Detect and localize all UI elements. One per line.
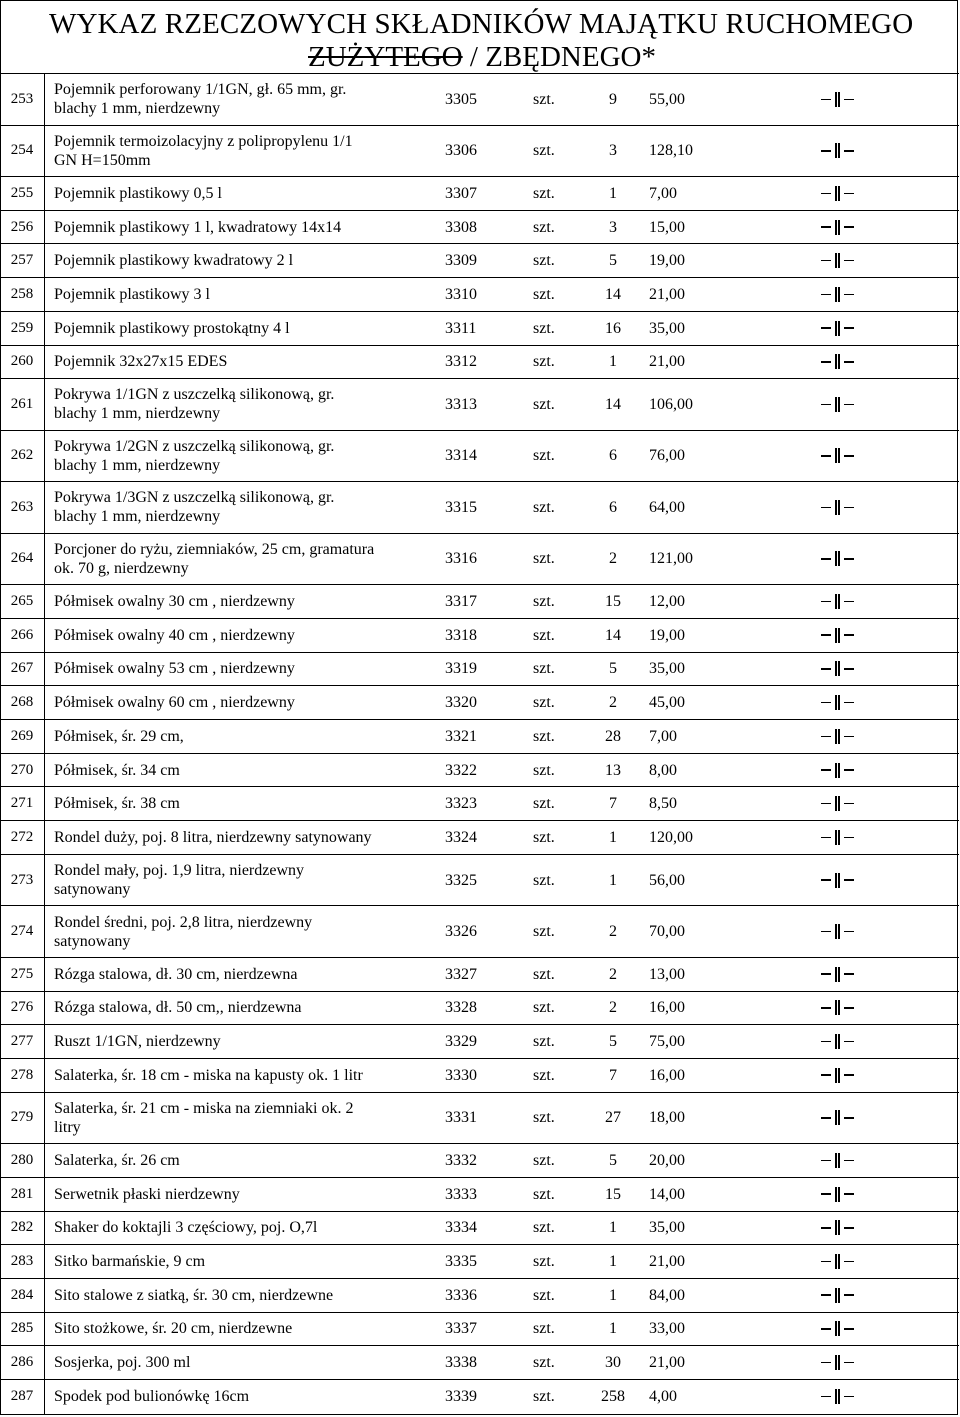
item-unit: szt. xyxy=(533,999,555,1017)
item-code: 3306 xyxy=(445,142,477,160)
item-number: 281 xyxy=(10,1185,34,1202)
item-unit: szt. xyxy=(533,353,555,371)
item-code: 3322 xyxy=(445,761,477,779)
item-name: Salaterka, śr. 21 cm - miska na ziemniaki ok. 2 litry xyxy=(54,1099,354,1136)
dash-mark-icon xyxy=(821,787,881,820)
item-name: Rondel duży, poj. 8 litra, nierdzewny satynowany xyxy=(54,828,372,846)
item-name: Porcjoner do ryżu, ziemniaków, 25 cm, gramatura ok. 70 g, nierdzewny xyxy=(54,540,375,577)
table-row xyxy=(1,719,959,753)
item-name: Serwetnik płaski nierdzewny xyxy=(54,1185,240,1203)
item-number: 258 xyxy=(10,285,34,302)
item-number: 257 xyxy=(10,252,34,269)
item-number: 259 xyxy=(10,319,34,336)
item-quantity: 2 xyxy=(609,999,617,1017)
item-code: 3321 xyxy=(445,727,477,745)
item-code: 3334 xyxy=(445,1219,477,1237)
table-row xyxy=(1,533,959,585)
item-quantity: 2 xyxy=(609,965,617,983)
dash-mark-icon xyxy=(821,992,881,1025)
item-quantity: 27 xyxy=(605,1109,621,1127)
item-quantity: 258 xyxy=(601,1387,625,1405)
table-row xyxy=(1,1379,959,1413)
item-price: 8,50 xyxy=(649,795,677,813)
item-quantity: 5 xyxy=(609,252,617,270)
table-row xyxy=(1,73,959,125)
item-number: 274 xyxy=(10,923,34,940)
item-unit: szt. xyxy=(533,965,555,983)
item-quantity: 1 xyxy=(609,353,617,371)
item-code: 3308 xyxy=(445,218,477,236)
item-unit: szt. xyxy=(533,1320,555,1338)
item-unit: szt. xyxy=(533,1109,555,1127)
item-name: Rondel mały, poj. 1,9 litra, nierdzewny satynowany xyxy=(54,862,305,899)
dash-mark-icon xyxy=(821,1144,881,1177)
item-code: 3333 xyxy=(445,1185,477,1203)
title-struck-word: ZUŻYTEGO xyxy=(308,41,463,73)
table-row xyxy=(1,957,959,991)
item-quantity: 9 xyxy=(609,90,617,108)
item-code: 3324 xyxy=(445,828,477,846)
item-unit: szt. xyxy=(533,184,555,202)
item-code: 3336 xyxy=(445,1286,477,1304)
item-name: Pojemnik plastikowy 0,5 l xyxy=(54,184,222,202)
item-code: 3315 xyxy=(445,498,477,516)
item-code: 3307 xyxy=(445,184,477,202)
item-quantity: 2 xyxy=(609,550,617,568)
table-row xyxy=(1,1278,959,1312)
table-row xyxy=(1,210,959,244)
item-code: 3325 xyxy=(445,871,477,889)
item-code: 3316 xyxy=(445,550,477,568)
item-quantity: 5 xyxy=(609,1033,617,1051)
item-quantity: 6 xyxy=(609,447,617,465)
table-row xyxy=(1,685,959,719)
item-number: 284 xyxy=(10,1286,34,1303)
table-row xyxy=(1,430,959,482)
item-price: 18,00 xyxy=(649,1109,685,1127)
item-unit: szt. xyxy=(533,498,555,516)
table-row xyxy=(1,820,959,854)
item-number: 260 xyxy=(10,353,34,370)
item-number: 273 xyxy=(10,871,34,888)
item-quantity: 7 xyxy=(609,1066,617,1084)
item-code: 3319 xyxy=(445,660,477,678)
item-unit: szt. xyxy=(533,395,555,413)
dash-mark-icon xyxy=(821,1093,881,1144)
table-row xyxy=(1,652,959,686)
item-name: Pojemnik plastikowy 1 l, kwadratowy 14x14 xyxy=(54,218,342,236)
dash-mark-icon xyxy=(821,1279,881,1312)
table-row xyxy=(1,243,959,277)
item-quantity: 28 xyxy=(605,727,621,745)
item-quantity: 14 xyxy=(605,626,621,644)
table-row xyxy=(1,584,959,618)
item-price: 15,00 xyxy=(649,218,685,236)
dash-mark-icon xyxy=(821,1380,881,1413)
item-price: 21,00 xyxy=(649,285,685,303)
item-number: 254 xyxy=(10,142,34,159)
item-quantity: 16 xyxy=(605,319,621,337)
item-number: 287 xyxy=(10,1387,34,1404)
item-unit: szt. xyxy=(533,142,555,160)
item-price: 35,00 xyxy=(649,1219,685,1237)
item-name: Pojemnik perforowany 1/1GN, gł. 65 mm, gr. blachy 1 mm, nierdzewny xyxy=(54,81,347,118)
item-number: 264 xyxy=(10,550,34,567)
item-quantity: 5 xyxy=(609,660,617,678)
table-row xyxy=(1,618,959,652)
table-row xyxy=(1,125,959,177)
item-unit: szt. xyxy=(533,660,555,678)
item-number: 277 xyxy=(10,1033,34,1050)
dash-mark-icon xyxy=(821,653,881,686)
dash-mark-icon xyxy=(821,906,881,957)
item-code: 3331 xyxy=(445,1109,477,1127)
item-name: Salaterka, śr. 18 cm - miska na kapusty ok. 1 litr xyxy=(54,1066,363,1084)
item-code: 3310 xyxy=(445,285,477,303)
item-unit: szt. xyxy=(533,694,555,712)
item-name: Półmisek owalny 53 cm , nierdzewny xyxy=(54,660,295,678)
item-price: 21,00 xyxy=(649,1354,685,1372)
item-code: 3318 xyxy=(445,626,477,644)
item-unit: szt. xyxy=(533,1387,555,1405)
dash-mark-icon xyxy=(821,720,881,753)
title-line-2 xyxy=(308,40,656,74)
item-code: 3339 xyxy=(445,1387,477,1405)
item-name: Pokrywa 1/2GN z uszczelką silikonową, gr. blachy 1 mm, nierdzewny xyxy=(54,437,335,474)
item-price: 8,00 xyxy=(649,761,677,779)
item-unit: szt. xyxy=(533,90,555,108)
item-quantity: 1 xyxy=(609,1320,617,1338)
table-row xyxy=(1,905,959,957)
item-code: 3312 xyxy=(445,353,477,371)
item-quantity: 14 xyxy=(605,285,621,303)
item-number: 282 xyxy=(10,1219,34,1236)
item-quantity: 1 xyxy=(609,1286,617,1304)
title-rest: / ZBĘDNEGO* xyxy=(462,41,656,73)
dash-mark-icon xyxy=(821,534,881,585)
item-price: 84,00 xyxy=(649,1286,685,1304)
item-quantity: 1 xyxy=(609,1219,617,1237)
item-price: 45,00 xyxy=(649,694,685,712)
item-code: 3323 xyxy=(445,795,477,813)
table-row xyxy=(1,1312,959,1346)
dash-mark-icon xyxy=(821,1313,881,1346)
dash-mark-icon xyxy=(821,1059,881,1092)
item-price: 12,00 xyxy=(649,593,685,611)
table-row xyxy=(1,1345,959,1379)
item-unit: szt. xyxy=(533,626,555,644)
item-name: Pokrywa 1/3GN z uszczelką silikonową, gr. blachy 1 mm, nierdzewny xyxy=(54,489,335,526)
item-unit: szt. xyxy=(533,218,555,236)
item-number: 283 xyxy=(10,1253,34,1270)
item-quantity: 6 xyxy=(609,498,617,516)
table-row xyxy=(1,378,959,430)
item-price: 121,00 xyxy=(649,550,693,568)
item-quantity: 30 xyxy=(605,1354,621,1372)
table-row xyxy=(1,1177,959,1211)
item-unit: szt. xyxy=(533,252,555,270)
item-name: Sitko barmańskie, 9 cm xyxy=(54,1253,206,1271)
item-price: 55,00 xyxy=(649,90,685,108)
item-unit: szt. xyxy=(533,285,555,303)
item-quantity: 1 xyxy=(609,184,617,202)
item-price: 64,00 xyxy=(649,498,685,516)
item-unit: szt. xyxy=(533,1286,555,1304)
item-unit: szt. xyxy=(533,761,555,779)
item-price: 20,00 xyxy=(649,1151,685,1169)
item-price: 16,00 xyxy=(649,1066,685,1084)
item-price: 120,00 xyxy=(649,828,693,846)
item-number: 272 xyxy=(10,828,34,845)
table-row xyxy=(1,1244,959,1278)
item-code: 3338 xyxy=(445,1354,477,1372)
item-unit: szt. xyxy=(533,1151,555,1169)
table-row xyxy=(1,481,959,533)
item-unit: szt. xyxy=(533,1354,555,1372)
table-row xyxy=(1,786,959,820)
dash-mark-icon xyxy=(821,686,881,719)
table-row xyxy=(1,1211,959,1245)
dash-mark-icon xyxy=(821,855,881,906)
item-name: Pojemnik termoizolacyjny z polipropylenu 1/1 GN H=150mm xyxy=(54,132,353,169)
item-unit: szt. xyxy=(533,550,555,568)
table-row xyxy=(1,1143,959,1177)
item-price: 106,00 xyxy=(649,395,693,413)
item-price: 33,00 xyxy=(649,1320,685,1338)
dash-mark-icon xyxy=(821,346,881,379)
item-code: 3330 xyxy=(445,1066,477,1084)
item-number: 271 xyxy=(10,795,34,812)
item-name: Ruszt 1/1GN, nierdzewny xyxy=(54,1033,221,1051)
item-price: 35,00 xyxy=(649,319,685,337)
item-unit: szt. xyxy=(533,447,555,465)
item-unit: szt. xyxy=(533,1033,555,1051)
item-name: Sosjerka, poj. 300 ml xyxy=(54,1354,191,1372)
dash-mark-icon xyxy=(821,754,881,787)
item-unit: szt. xyxy=(533,319,555,337)
item-number: 279 xyxy=(10,1109,34,1126)
table-row xyxy=(1,1024,959,1058)
item-quantity: 3 xyxy=(609,218,617,236)
title-line-1: WYKAZ RZECZOWYCH SKŁADNIKÓW MAJĄTKU RUCHOMEGO xyxy=(49,8,914,40)
item-code: 3335 xyxy=(445,1253,477,1271)
item-code: 3332 xyxy=(445,1151,477,1169)
item-code: 3314 xyxy=(445,447,477,465)
item-name: Półmisek owalny 40 cm , nierdzewny xyxy=(54,626,295,644)
dash-mark-icon xyxy=(821,1245,881,1278)
dash-mark-icon xyxy=(821,1178,881,1211)
item-price: 4,00 xyxy=(649,1387,677,1405)
dash-mark-icon xyxy=(821,312,881,345)
item-quantity: 3 xyxy=(609,142,617,160)
item-code: 3317 xyxy=(445,593,477,611)
dash-mark-icon xyxy=(821,431,881,482)
table-row xyxy=(1,311,959,345)
item-quantity: 2 xyxy=(609,694,617,712)
item-number: 262 xyxy=(10,447,34,464)
item-number: 270 xyxy=(10,761,34,778)
item-name: Pojemnik plastikowy kwadratowy 2 l xyxy=(54,252,294,270)
item-number: 280 xyxy=(10,1151,34,1168)
item-price: 19,00 xyxy=(649,252,685,270)
item-code: 3313 xyxy=(445,395,477,413)
dash-mark-icon xyxy=(821,585,881,618)
dash-mark-icon xyxy=(821,958,881,991)
item-price: 76,00 xyxy=(649,447,685,465)
item-quantity: 13 xyxy=(605,761,621,779)
dash-mark-icon xyxy=(821,821,881,854)
item-number: 267 xyxy=(10,660,34,677)
item-unit: szt. xyxy=(533,1185,555,1203)
table-row xyxy=(1,277,959,311)
item-code: 3328 xyxy=(445,999,477,1017)
item-name: Salaterka, śr. 26 cm xyxy=(54,1151,180,1169)
item-unit: szt. xyxy=(533,1066,555,1084)
item-number: 286 xyxy=(10,1354,34,1371)
item-name: Sito stożkowe, śr. 20 cm, nierdzewne xyxy=(54,1320,293,1338)
item-number: 256 xyxy=(10,218,34,235)
item-name: Sito stalowe z siatką, śr. 30 cm, nierdzewne xyxy=(54,1286,334,1304)
dash-mark-icon xyxy=(821,74,881,125)
item-name: Rondel średni, poj. 2,8 litra, nierdzewny satynowany xyxy=(54,913,313,950)
item-number: 285 xyxy=(10,1320,34,1337)
item-name: Pokrywa 1/1GN z uszczelką silikonową, gr. blachy 1 mm, nierdzewny xyxy=(54,386,335,423)
item-name: Rózga stalowa, dł. 30 cm, nierdzewna xyxy=(54,965,298,983)
document-title xyxy=(1,1,959,73)
item-quantity: 14 xyxy=(605,395,621,413)
item-number: 269 xyxy=(10,727,34,744)
item-code: 3320 xyxy=(445,694,477,712)
item-price: 21,00 xyxy=(649,1253,685,1271)
item-number: 261 xyxy=(10,395,34,412)
dash-mark-icon xyxy=(821,379,881,430)
table-row xyxy=(1,1058,959,1092)
item-number: 255 xyxy=(10,184,34,201)
item-quantity: 2 xyxy=(609,923,617,941)
dash-mark-icon xyxy=(821,619,881,652)
dash-mark-icon xyxy=(821,1212,881,1245)
item-quantity: 1 xyxy=(609,1253,617,1271)
item-price: 7,00 xyxy=(649,727,677,745)
item-price: 128,10 xyxy=(649,142,693,160)
item-unit: szt. xyxy=(533,1219,555,1237)
item-unit: szt. xyxy=(533,795,555,813)
item-unit: szt. xyxy=(533,923,555,941)
item-code: 3309 xyxy=(445,252,477,270)
dash-mark-icon xyxy=(821,1025,881,1058)
item-number: 268 xyxy=(10,694,34,711)
item-name: Pojemnik 32x27x15 EDES xyxy=(54,353,228,371)
dash-mark-icon xyxy=(821,244,881,277)
item-number: 266 xyxy=(10,626,34,643)
item-name: Półmisek owalny 60 cm , nierdzewny xyxy=(54,694,295,712)
item-number: 253 xyxy=(10,90,34,107)
item-price: 75,00 xyxy=(649,1033,685,1051)
table-row xyxy=(1,753,959,787)
item-unit: szt. xyxy=(533,871,555,889)
dash-mark-icon xyxy=(821,482,881,533)
item-number: 263 xyxy=(10,498,34,515)
item-price: 70,00 xyxy=(649,923,685,941)
item-unit: szt. xyxy=(533,593,555,611)
dash-mark-icon xyxy=(821,126,881,177)
item-price: 19,00 xyxy=(649,626,685,644)
item-code: 3329 xyxy=(445,1033,477,1051)
item-unit: szt. xyxy=(533,1253,555,1271)
item-price: 14,00 xyxy=(649,1185,685,1203)
item-price: 56,00 xyxy=(649,871,685,889)
table-row xyxy=(1,1092,959,1144)
table-row xyxy=(1,991,959,1025)
item-quantity: 15 xyxy=(605,1185,621,1203)
item-code: 3305 xyxy=(445,90,477,108)
item-number: 275 xyxy=(10,965,34,982)
item-price: 7,00 xyxy=(649,184,677,202)
item-name: Rózga stalowa, dł. 50 cm,, nierdzewna xyxy=(54,999,302,1017)
table-row xyxy=(1,854,959,906)
item-name: Półmisek owalny 30 cm , nierdzewny xyxy=(54,593,295,611)
item-price: 35,00 xyxy=(649,660,685,678)
item-quantity: 5 xyxy=(609,1151,617,1169)
item-unit: szt. xyxy=(533,727,555,745)
dash-mark-icon xyxy=(821,1346,881,1379)
item-name: Spodek pod bulionówkę 16cm xyxy=(54,1387,250,1405)
dash-mark-icon xyxy=(821,278,881,311)
dash-mark-icon xyxy=(821,177,881,210)
table-row xyxy=(1,345,959,379)
item-name: Półmisek, śr. 29 cm, xyxy=(54,727,184,745)
item-code: 3337 xyxy=(445,1320,477,1338)
dash-mark-icon xyxy=(821,211,881,244)
item-number: 276 xyxy=(10,999,34,1016)
item-quantity: 1 xyxy=(609,828,617,846)
item-quantity: 1 xyxy=(609,871,617,889)
item-name: Shaker do koktajli 3 częściowy, poj. O,7l xyxy=(54,1219,318,1237)
item-name: Pojemnik plastikowy prostokątny 4 l xyxy=(54,319,290,337)
item-number: 265 xyxy=(10,593,34,610)
item-number: 278 xyxy=(10,1066,34,1083)
item-price: 13,00 xyxy=(649,965,685,983)
item-price: 21,00 xyxy=(649,353,685,371)
item-code: 3327 xyxy=(445,965,477,983)
item-price: 16,00 xyxy=(649,999,685,1017)
table-row xyxy=(1,176,959,210)
item-code: 3311 xyxy=(445,319,477,337)
item-quantity: 15 xyxy=(605,593,621,611)
item-code: 3326 xyxy=(445,923,477,941)
item-name: Pojemnik plastikowy 3 l xyxy=(54,285,210,303)
item-quantity: 7 xyxy=(609,795,617,813)
item-name: Półmisek, śr. 34 cm xyxy=(54,761,180,779)
item-unit: szt. xyxy=(533,828,555,846)
item-name: Półmisek, śr. 38 cm xyxy=(54,795,180,813)
